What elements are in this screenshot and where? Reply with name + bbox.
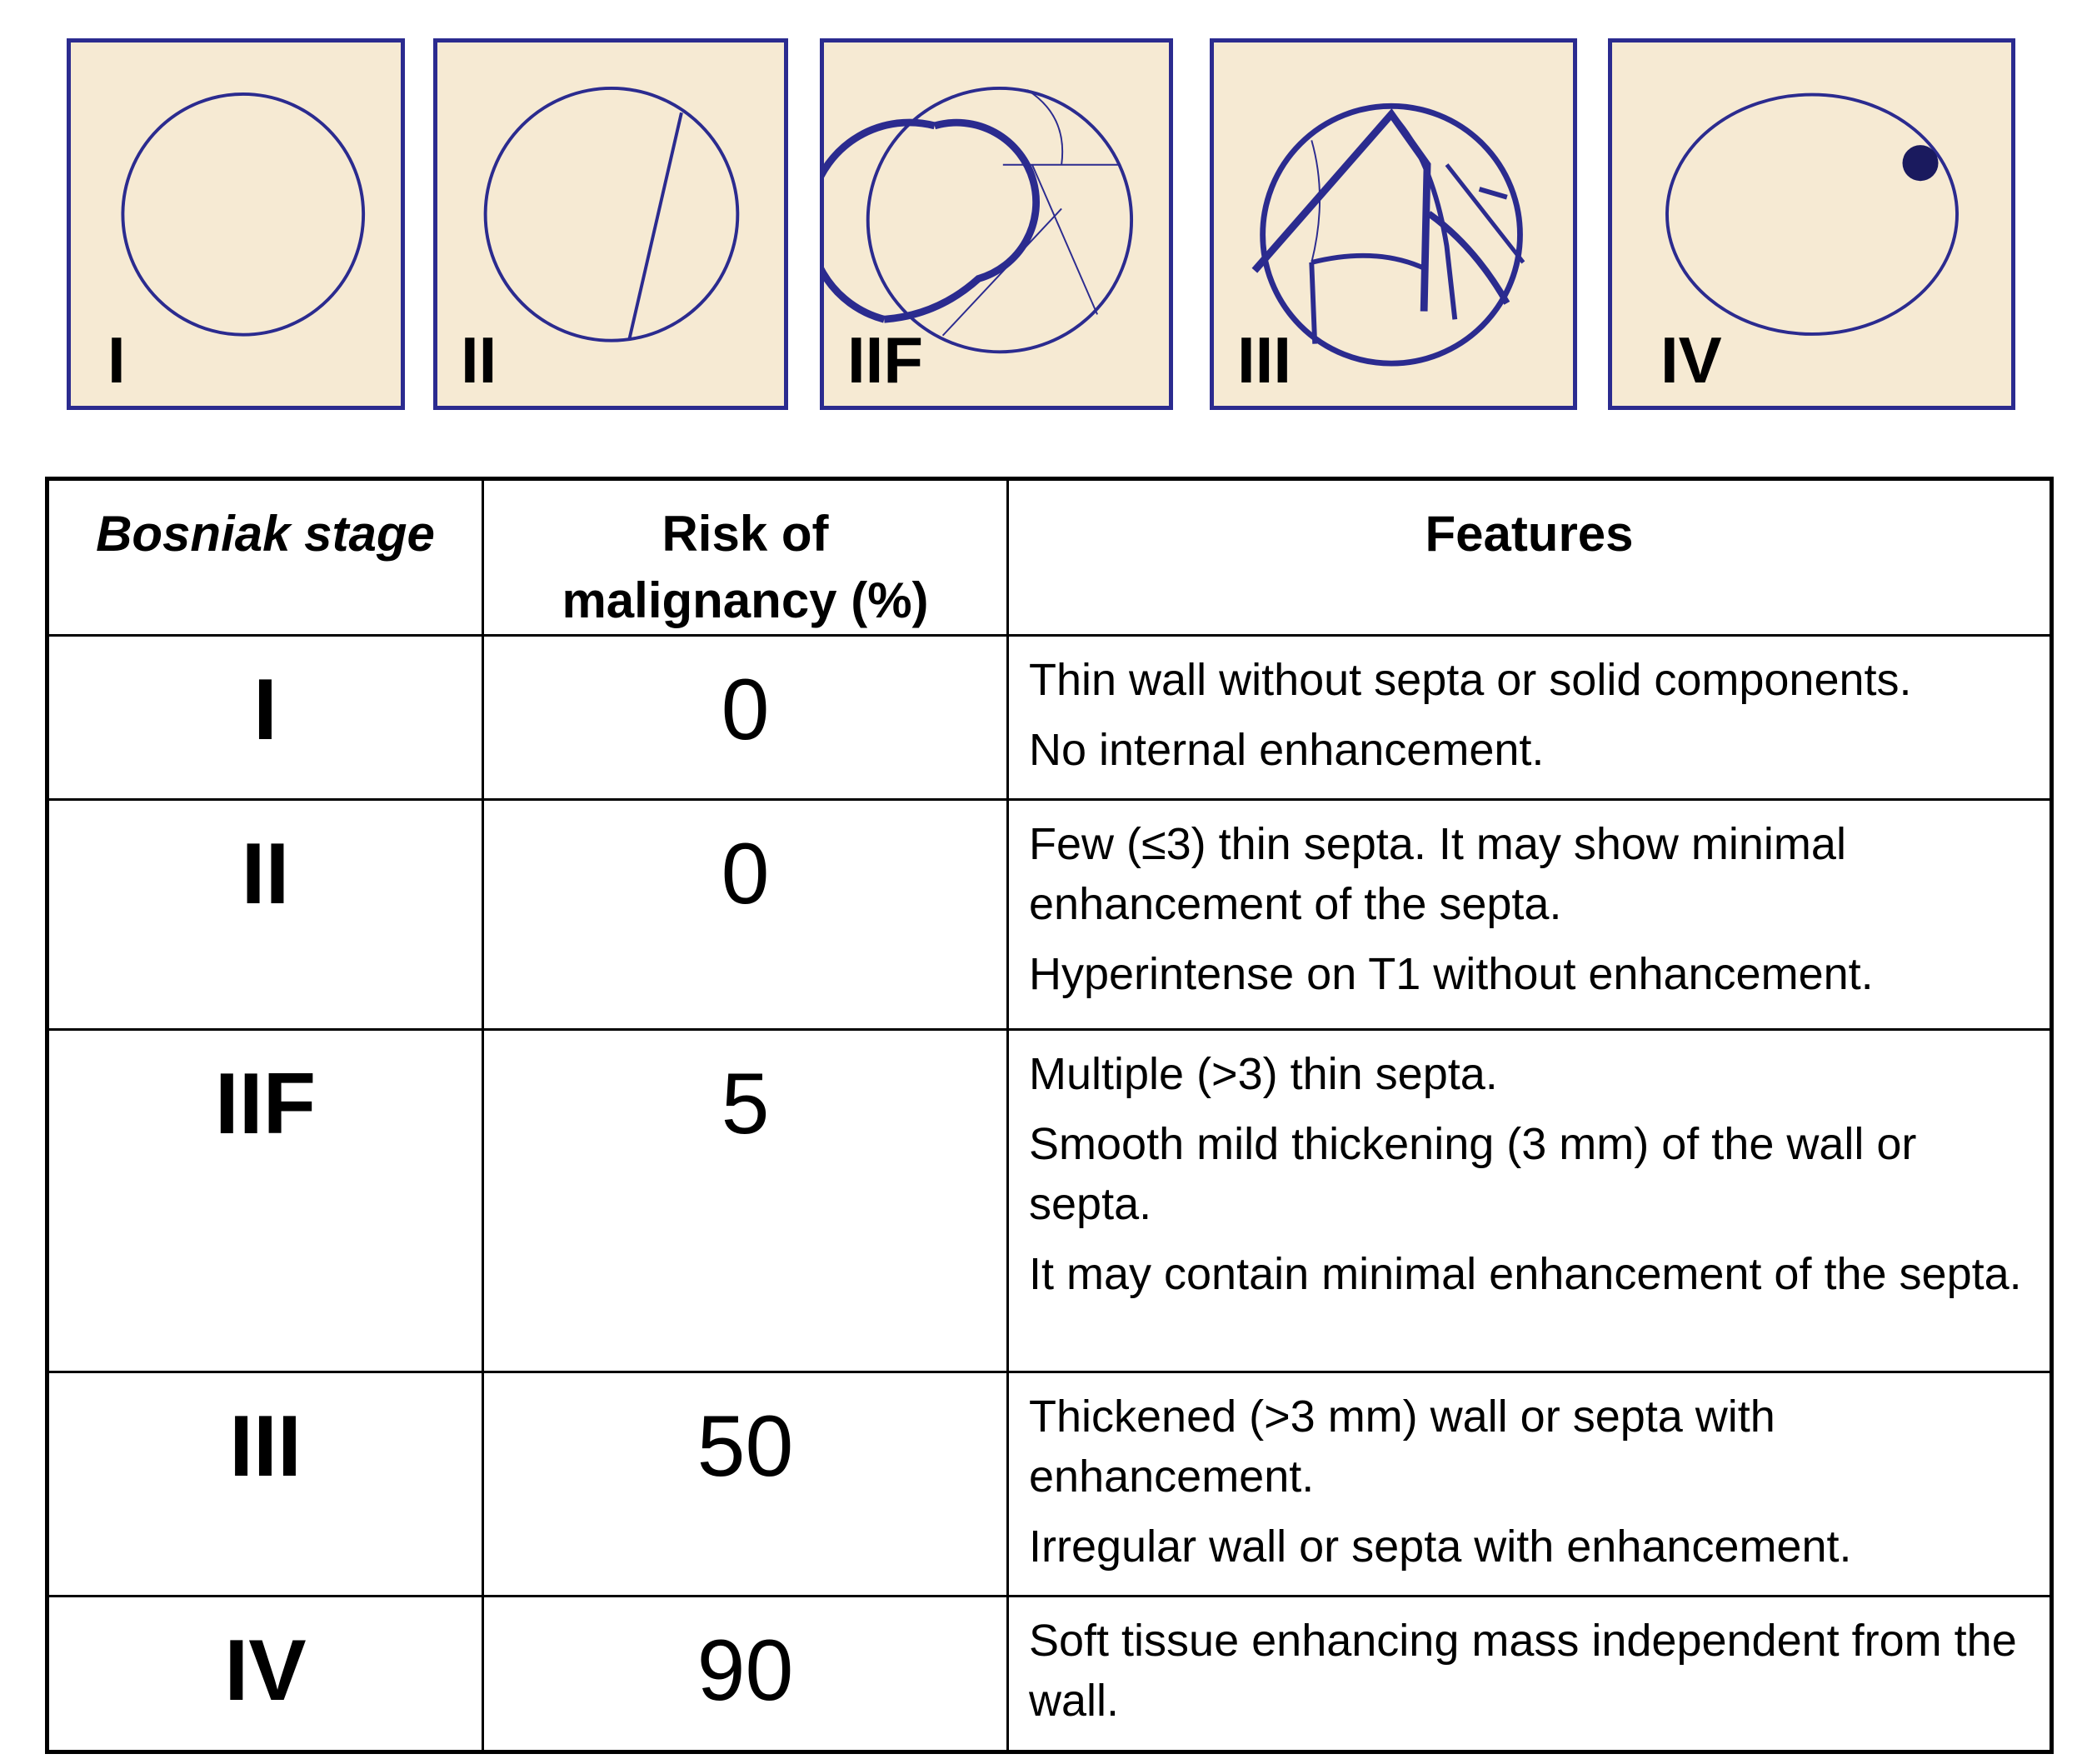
features-cell: Soft tissue enhancing mass independent from the wall. [1008, 1597, 2052, 1752]
panel-stage-4 [1608, 38, 2015, 410]
bosniak-table [45, 477, 2054, 1754]
features-cell: Thin wall without septa or solid components. No internal enhancement. [1008, 636, 2052, 800]
table-row [47, 1372, 2052, 1597]
panel-stage-3 [1210, 38, 1577, 410]
panel-stage-1 [67, 38, 405, 410]
features-cell: Multiple (>3) thin septa. Smooth mild thickening (3 mm) of the wall or septa. It may contain minimal enhancement of the septa. [1008, 1030, 2052, 1372]
table-row [47, 636, 2052, 800]
panel-stage-2f [820, 38, 1173, 410]
stage-cell: III [47, 1372, 483, 1597]
table-header-row [47, 479, 2052, 636]
stage-cell: IIF [47, 1030, 483, 1372]
risk-cell: 0 [483, 636, 1008, 800]
panel-stage-2 [433, 38, 788, 410]
panel-label: IV [1660, 323, 1722, 397]
panel-label: III [1237, 323, 1292, 397]
table-row [47, 1597, 2052, 1752]
stage-cell: IV [47, 1597, 483, 1752]
panel-label: II [461, 323, 497, 397]
header-features: Features [1008, 479, 2052, 636]
risk-cell: 5 [483, 1030, 1008, 1372]
stage-cell: II [47, 800, 483, 1030]
risk-cell: 90 [483, 1597, 1008, 1752]
table-row [47, 800, 2052, 1030]
header-risk: Risk of malignancy (%) [483, 479, 1008, 636]
panel-label: IIF [847, 323, 923, 397]
header-stage: Bosniak stage [47, 479, 483, 636]
stage-cell: I [47, 636, 483, 800]
features-cell: Thickened (>3 mm) wall or septa with enhancement. Irregular wall or septa with enhancement. [1008, 1372, 2052, 1597]
risk-cell: 50 [483, 1372, 1008, 1597]
features-cell: Few (≤3) thin septa. It may show minimal enhancement of the septa. Hyperintense on T1 without enhancement. [1008, 800, 2052, 1030]
risk-cell: 0 [483, 800, 1008, 1030]
solid-nodule [1903, 145, 1939, 181]
table-row [47, 1030, 2052, 1372]
panel-label: I [107, 323, 126, 397]
